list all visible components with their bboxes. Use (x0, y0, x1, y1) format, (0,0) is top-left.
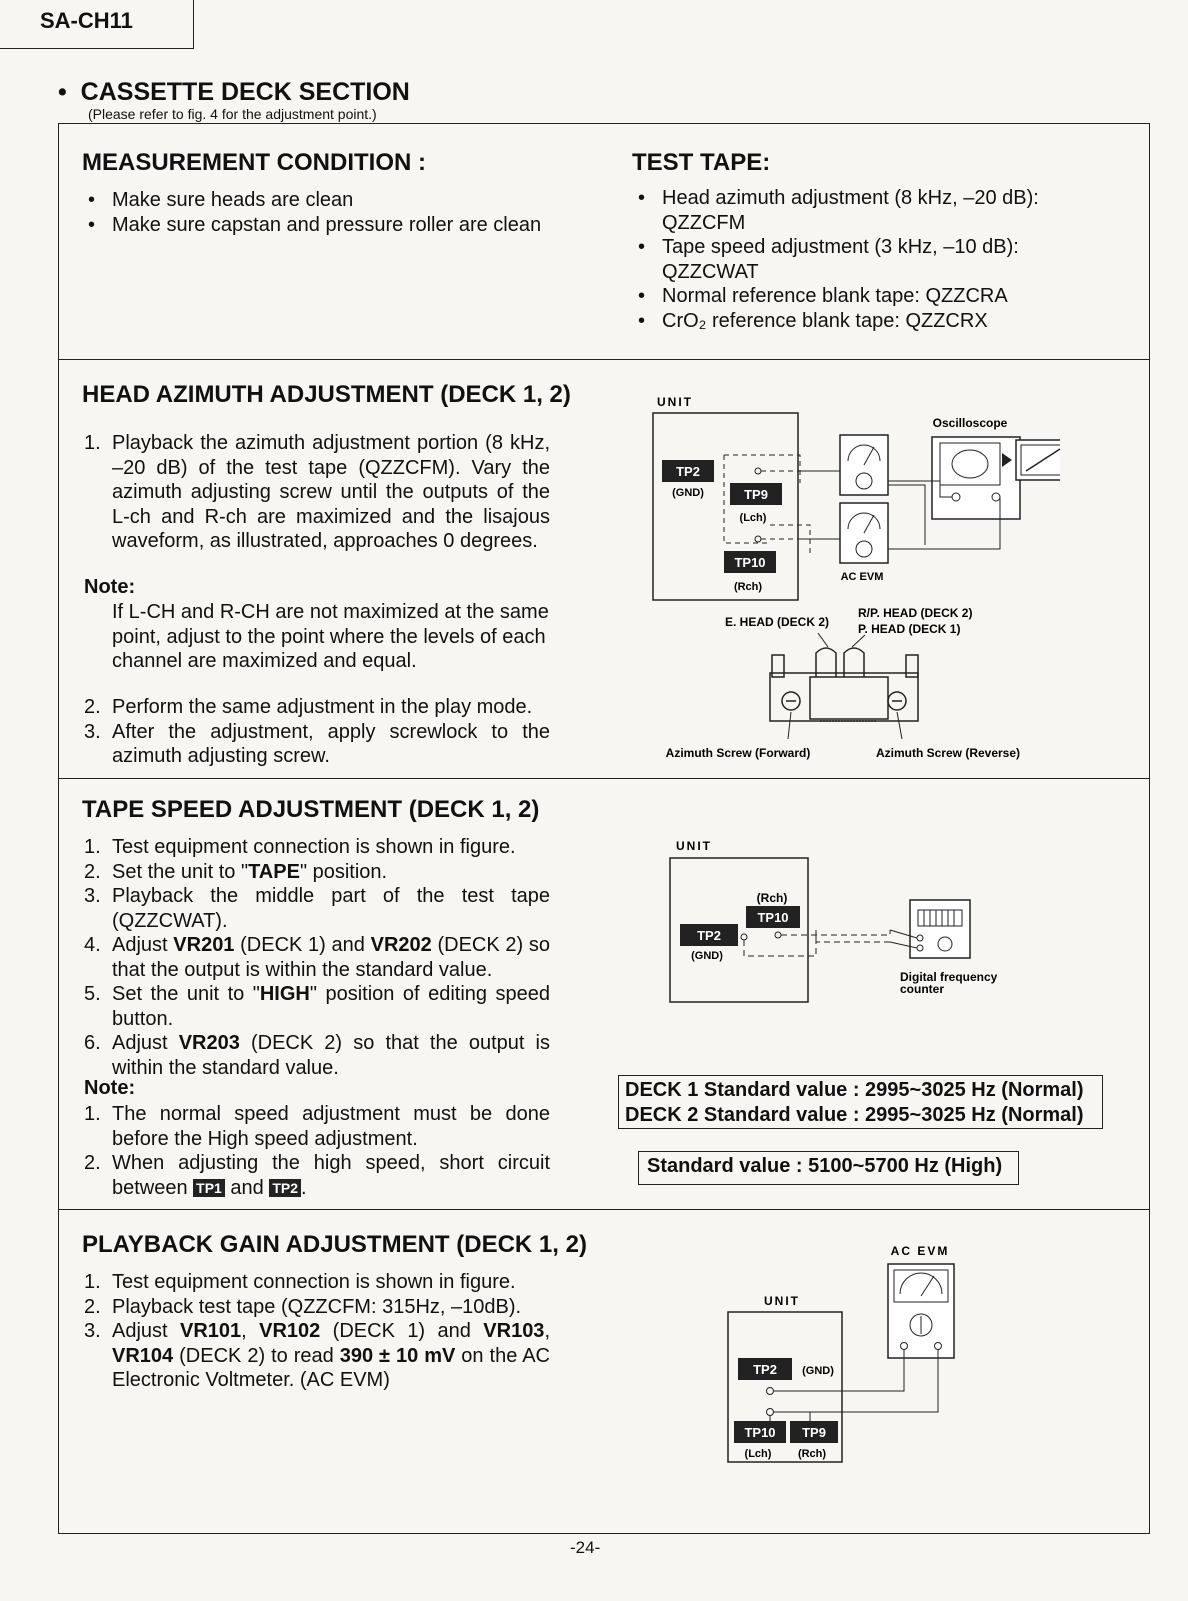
azimuth-steps (82, 695, 550, 769)
tp10-label: TP10 (757, 910, 789, 925)
divider (58, 1209, 1150, 1210)
list-item: 1. Test equipment connection is shown in figure. (84, 1271, 516, 1293)
playback-gain-title: PLAYBACK GAIN ADJUSTMENT (DECK 1, 2) (82, 1231, 587, 1258)
head-assembly (770, 648, 918, 721)
list-item: 4. Adjust VR201 (DECK 1) and VR202 (DECK 2) so that the output is within the standard value. (84, 934, 550, 981)
tp2-label: TP2 (753, 1362, 777, 1377)
counter-label-1: Digital frequency (900, 970, 998, 984)
list-item: 5. Set the unit to "HIGH" position of editing speed button. (84, 983, 551, 1030)
azimuth-title: HEAD AZIMUTH ADJUSTMENT (DECK 1, 2) (82, 381, 571, 408)
list-item: • Normal reference blank tape: QZZCRA (632, 284, 1060, 309)
playback-gain-diagram (720, 1238, 980, 1473)
list-item: • Tape speed adjustment (3 kHz, –10 dB): QZZCWAT (632, 235, 1060, 284)
tp1-tag: TP1 (193, 1179, 225, 1197)
lch-label: (Lch) (744, 1448, 772, 1460)
tp10-label: TP10 (734, 555, 766, 570)
tp9-label: TP9 (802, 1425, 826, 1440)
tp2-tag: TP2 (269, 1179, 301, 1197)
std-high: Standard value : 5100~5700 Hz (High) (647, 1155, 1003, 1177)
list-item: • CrO₂ reference blank tape: QZZCRX (632, 309, 1060, 334)
list-item: 6. Adjust VR203 (DECK 2) so that the output is within the standard value. (84, 1032, 550, 1079)
measurement-title: MEASUREMENT CONDITION : (82, 149, 426, 176)
standard-value-box-high (638, 1151, 1019, 1185)
unit-label: UNIT (764, 1294, 800, 1308)
std-deck1: DECK 1 Standard value : 2995~3025 Hz (Normal) (625, 1079, 1084, 1101)
tape-speed-title: TAPE SPEED ADJUSTMENT (DECK 1, 2) (82, 796, 540, 823)
screw-forward-label: Azimuth Screw (Forward) (665, 746, 811, 760)
list-item: 1. Test equipment connection is shown in figure. (84, 836, 516, 858)
list-item: 1. The normal speed adjustment must be done before the High speed adjustment. (84, 1103, 550, 1150)
list-item: 3. Adjust VR101, VR102 (DECK 1) and VR103, VR104 (DECK 2) to read 390 ± 10 mV on the AC Electronic Voltmeter. (AC EVM) (84, 1320, 550, 1391)
list-item: 3. After the adjustment, apply screwlock to the azimuth adjusting screw. (84, 720, 550, 767)
test-tape-title: TEST TAPE: (632, 149, 771, 176)
tape-speed-steps (82, 835, 550, 1080)
list-item: 2. Playback test tape (QZZCFM: 315Hz, –10dB). (84, 1295, 522, 1318)
tape-speed-note-label: Note: (84, 1077, 136, 1099)
tp9-label: TP9 (744, 487, 768, 502)
screw-reverse-label: Azimuth Screw (Reverse) (875, 746, 1021, 760)
list-item: 1. Playback the azimuth adjustment portion (8 kHz, –20 dB) of the test tape (QZZCFM). Vary the azimuth adjusting screw until the outputs of the L-ch and R-ch are maximized and the lisajous waveform, as illustrated, approaches 0 degrees. (84, 432, 550, 552)
page-number: -24- (570, 1538, 601, 1557)
list-item: 2. When adjusting the high speed, short circuit between TP1 and TP2 . (84, 1152, 550, 1199)
tp10-label: TP10 (744, 1425, 776, 1440)
list-item: 2. Perform the same adjustment in the play mode. (84, 696, 533, 718)
test-tape-list (632, 186, 1060, 333)
rch-label: (Rch) (733, 581, 763, 593)
e-head-label: E. HEAD (DECK 2) (724, 615, 830, 629)
oscilloscope (932, 437, 1020, 519)
rch-label: (Rch) (756, 891, 788, 905)
tp2-label: TP2 (676, 464, 700, 479)
divider (58, 359, 1150, 360)
measurement-list (82, 188, 582, 237)
divider (58, 778, 1150, 779)
list-item: 2. Set the unit to "TAPE" position. (84, 860, 388, 883)
azimuth-diagram (640, 385, 1060, 770)
section-note: (Please refer to fig. 4 for the adjustment point.) (88, 106, 377, 122)
rp-head-label: R/P. HEAD (DECK 2) (858, 606, 973, 620)
gnd-label: (GND) (672, 487, 704, 499)
ac-evm-meter (888, 1264, 954, 1358)
ac-evm-label: AC EVM (840, 571, 884, 583)
azimuth-step1 (82, 431, 550, 554)
list-item: 3. Playback the middle part of the test tape (QZZCWAT). (84, 885, 550, 932)
lissajous-display (1016, 440, 1060, 480)
azimuth-note: If L-CH and R-CH are not maximized at the same point, adjust to the point where the levels of each channel are maximized and equal. (112, 601, 549, 672)
lch-label: (Lch) (739, 512, 767, 524)
unit-label: UNIT (657, 395, 693, 409)
rch-label: (Rch) (797, 1448, 827, 1460)
list-item: • Make sure heads are clean (82, 188, 582, 213)
model-label: SA-CH11 (40, 8, 133, 33)
counter-label-2: counter (900, 982, 945, 996)
list-item: • Head azimuth adjustment (8 kHz, –20 dB): QZZCFM (632, 186, 1060, 235)
p-head-label: P. HEAD (DECK 1) (858, 622, 961, 636)
azimuth-note-label: Note: (84, 576, 136, 598)
tape-speed-notes (82, 1102, 550, 1200)
gnd-label: (GND) (802, 1365, 834, 1377)
playback-gain-steps (82, 1270, 550, 1393)
tape-speed-diagram (660, 830, 1020, 1010)
section-title: • CASSETTE DECK SECTION (58, 78, 410, 106)
oscilloscope-label: Oscilloscope (932, 416, 1008, 430)
tp2-label: TP2 (697, 928, 721, 943)
ac-evm-label: AC EVM (890, 1244, 950, 1258)
unit-label: UNIT (676, 839, 712, 853)
gnd-label: (GND) (691, 950, 723, 962)
std-deck2: DECK 2 Standard value : 2995~3025 Hz (Normal) (625, 1103, 1084, 1126)
standard-value-box-normal (618, 1075, 1103, 1129)
list-item: • Make sure capstan and pressure roller are clean (82, 213, 582, 238)
